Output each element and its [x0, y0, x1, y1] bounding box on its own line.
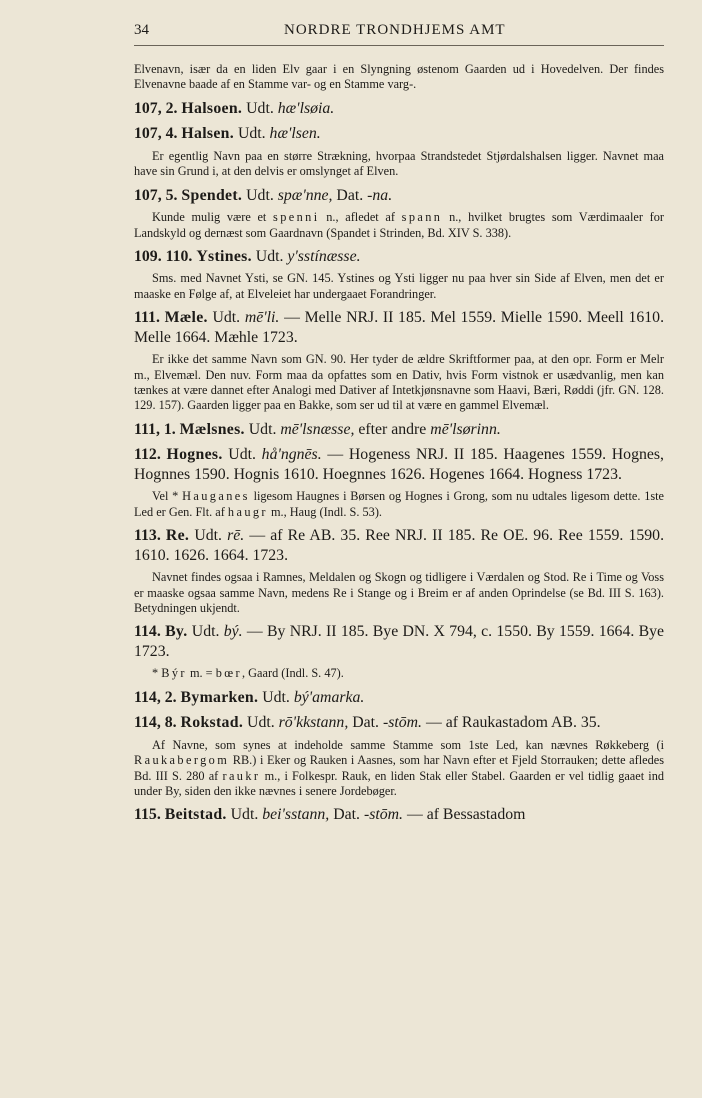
page-body	[134, 62, 664, 825]
entry-heading: 112. Hognes. Udt. hå'ngnēs. — Hogeness NRJ. II 185. Haagenes 1559. Hognes, Hognnes 1590. Hognis 1610. Hoegnnes 1626. Hogenes 1664. Hogness 1723.	[134, 446, 664, 483]
entry-heading: 114, 8. Rokstad. Udt. rō'kkstann, Dat. -stōm. — af Raukastadom AB. 35.	[134, 714, 601, 732]
entry-heading: 109. 110. Ystines. Udt. y'sstínæsse.	[134, 247, 361, 265]
running-title: NORDRE TRONDHJEMS AMT	[284, 22, 506, 38]
entry-heading: 107, 4. Halsen. Udt. hæ'lsen.	[134, 125, 321, 143]
page-number: 34	[134, 22, 149, 38]
entry-heading: 114, 2. Bymarken. Udt. bý'amarka.	[134, 688, 365, 706]
intro-paragraph: Elvenavn, især da en liden Elv gaar i en Slyngning østenom Gaarden ud i Hovedelven. Der findes Elvenavne baade af en Stamme var- og en Stamme varg-.	[134, 62, 664, 92]
entry-note: Er egentlig Navn paa en større Strækning, hvorpaa Strandstedet Stjørdalshalsen ligger. Navnet maa have sin Grund i, at den delvis er omslynget af Elven.	[134, 148, 664, 179]
entry-heading: 114. By. Udt. bý. — By NRJ. II 185. Bye DN. X 794, c. 1550. By 1559. 1664. Bye 1723.	[134, 623, 665, 660]
entry-heading: 107, 2. Halsoen. Udt. hæ'lsøia.	[134, 99, 335, 117]
running-header	[134, 22, 664, 44]
entry-note: Vel * Hauganes ligesom Haugnes i Børsen og Hognes i Grong, som nu udtales ligesom dette. 1ste Led er Gen. Flt. af haugr m., Haug (Indl. S. 53).	[134, 489, 664, 519]
entry-heading: 111. Mæle. Udt. mē'li. — Melle NRJ. II 185. Mel 1559. Mielle 1590. Meell 1610. Melle 1664. Mæhle 1723.	[134, 309, 665, 346]
entry-note: Kunde mulig være et spenni n., afledet af spann n., hvilket brugtes som Værdimaaler for Landskyld og dernæst som Gaardnavn (Spandet i Strinden, Bd. XIV S. 338).	[134, 210, 665, 240]
entry-heading: 111, 1. Mælsnes. Udt. mē'lsnæsse, efter andre mē'lsørinn.	[134, 420, 501, 438]
entry-note: Navnet findes ogsaa i Ramnes, Meldalen og Skogn og tidligere i Værdalen og Stod. Re i Time og Voss er maaske ogsaa samme Navn, medens Re i Stange og i Breim er af anden Oprindelse (se Bd. III S. 163). Betydningen ukjendt.	[134, 570, 664, 615]
entry-note: Af Navne, som synes at indeholde samme Stamme som 1ste Led, kan nævnes Røkkeberg (i Raukabergom RB.) i Eker og Rauken i Aasnes, som har Navn efter et Fjeld Storrauken; dette afledes Bd. III S. 280 af raukr m., i Folkespr. Rauk, en liden Stak eller Stabel. Gaarden er vel tidlig gaaet ind under By, siden den ikke nævnes i senere Jordebøger.	[134, 737, 665, 799]
header-rule	[134, 45, 664, 46]
entry-note: Sms. med Navnet Ysti, se GN. 145. Ystines og Ysti ligger nu paa hver sin Side af Elven, men det er maaske en Følge af, at Elveleiet har undergaaet Forandringer.	[134, 271, 664, 301]
entry-heading: 115. Beitstad. Udt. bei'sstann, Dat. -stōm. — af Bessastadom	[134, 806, 526, 824]
entry-heading: 113. Re. Udt. rē. — af Re AB. 35. Ree NRJ. II 185. Re OE. 96. Ree 1559. 1590. 1610. 1626. 1664. 1723.	[134, 527, 665, 564]
entry-note: Er ikke det samme Navn som GN. 90. Her tyder de ældre Skriftformer paa, at den opr. Form er Melr m., Elvemæl. Den nuv. Form maa da opfattes som en Dativ, hvis Form vistnok er usædvanlig, men kan tænkes at være dannet efter Analogi med Dativer af Intetkjønsnavne som Haavi, Bæri, Røddi (jfr. GN. 128. 129. 157). Gaarden ligger paa en Bakke, som ser ud til at være en gammel Elvemæl.	[134, 352, 664, 413]
entry-note: * Býr m. = bœr, Gaard (Indl. S. 47).	[152, 666, 344, 681]
entry-heading: 107, 5. Spendet. Udt. spæ'nne, Dat. -na.	[134, 186, 393, 204]
